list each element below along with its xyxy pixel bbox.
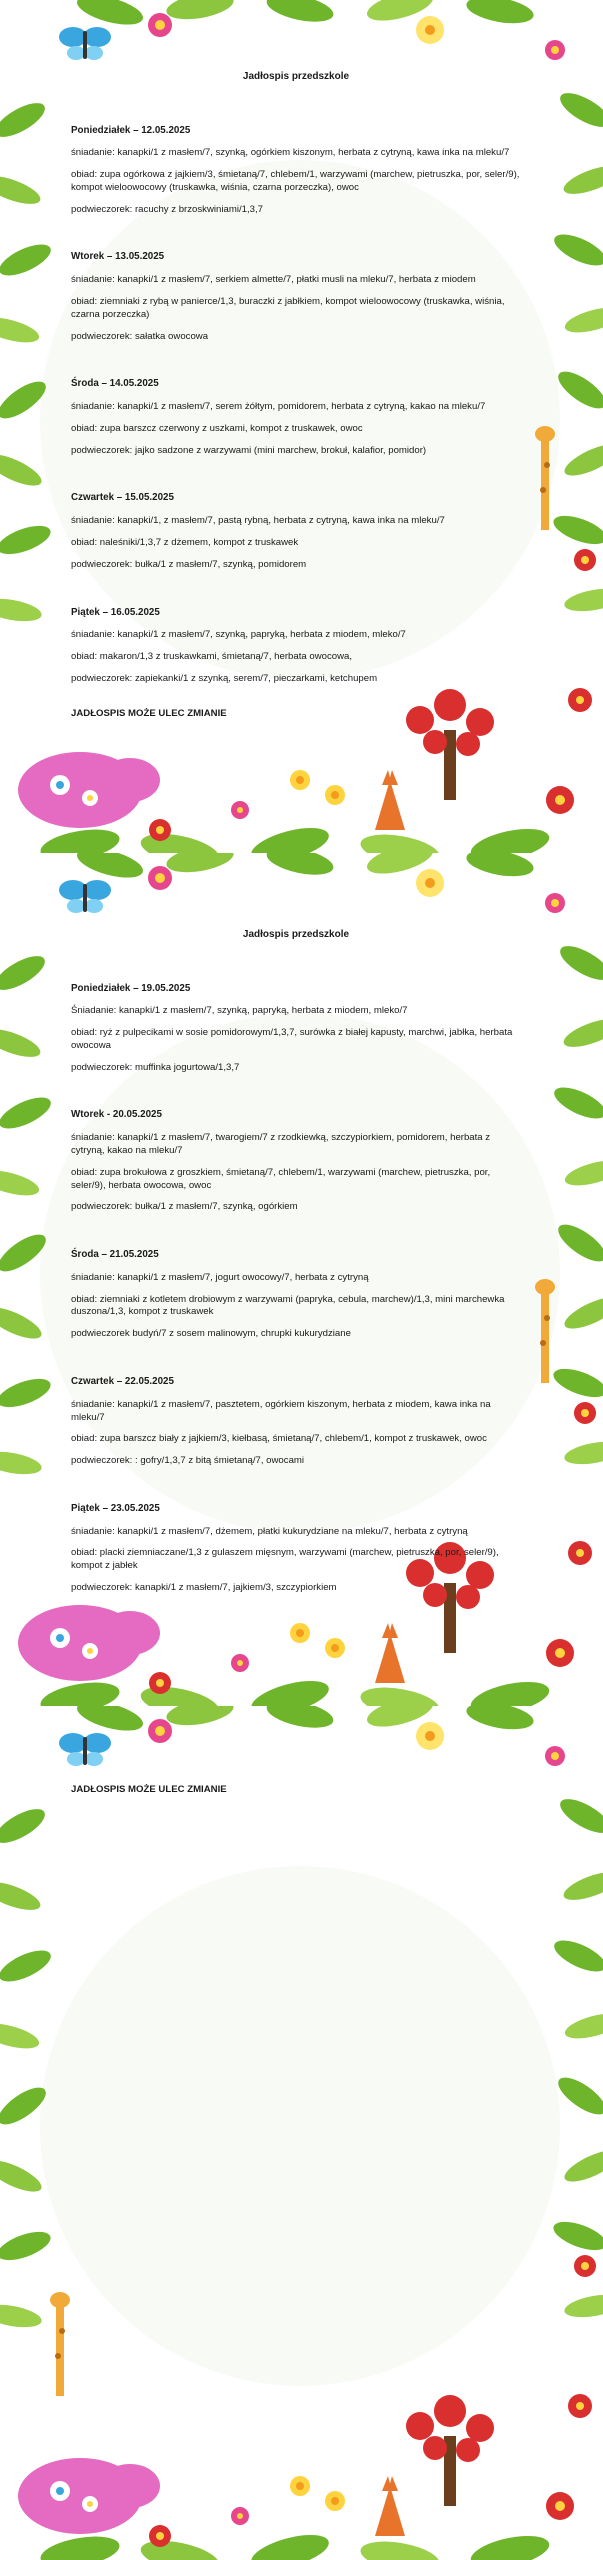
day-heading: Wtorek – 13.05.2025: [71, 251, 165, 263]
breakfast-text: śniadanie: kanapki/1 z masłem/7, szynką, papryką, herbata z miodem, mleko/7: [71, 628, 406, 640]
snack-text: podwieczorek: kanapki/1 z masłem/7, jajkiem/3, szczypiorkiem: [71, 1582, 337, 1594]
menu-change-notice: JADŁOSPIS MOŻE ULEC ZMIANIE: [71, 1784, 227, 1795]
lunch-text: obiad: ryż z pulpecikami w sosie pomidorowym/1,3,7, surówka z białej kapusty, marchwi, jabłka, herbata owocowa: [71, 1026, 513, 1051]
menu-page-2: [0, 853, 603, 1706]
menu-page-3: [0, 1706, 603, 2560]
day-heading: Wtorek - 20.05.2025: [71, 1109, 162, 1121]
breakfast-text: śniadanie: kanapki/1 z masłem/7, pasztetem, ogórkiem kiszonym, herbata z miodem, kawa inka na mleku/7: [71, 1398, 491, 1423]
menu-content: [71, 70, 521, 720]
day-block-tuesday: [71, 250, 521, 343]
lunch-text: obiad: ziemniaki z kotletem drobiowym z warzywami (papryka, cebula, marchew)/1,3, mini marchewka duszona/1,3, kompot z truskawek: [71, 1293, 505, 1318]
day-block-friday: [71, 606, 521, 686]
lunch-text: obiad: ziemniaki z rybą w panierce/1,3, buraczki z jabłkiem, kompot wieloowocowy (truskawka, wiśnia, czarna porzeczka): [71, 295, 505, 320]
breakfast-text: śniadanie: kanapki/1 z masłem/7, twarogiem/7 z rzodkiewką, szczypiorkiem, pomidorem, herbata z cytryną, kakao na mleku/7: [71, 1131, 491, 1156]
day-block-monday: [71, 124, 521, 217]
menu-content: [71, 1784, 521, 1797]
menu-page-1: [0, 0, 603, 853]
day-heading: Poniedziałek – 12.05.2025: [71, 124, 191, 136]
breakfast-text: śniadanie: kanapki/1, z masłem/7, pastą rybną, herbata z cytryną, kawa inka na mleku/7: [71, 514, 445, 526]
page-title: Jadłospis przedszkole: [242, 929, 350, 940]
snack-text: podwieczorek: sałatka owocowa: [71, 330, 209, 342]
lunch-text: obiad: zupa ogórkowa z jajkiem/3, śmietaną/7, chlebem/1, warzywami (marchew, pietruszka, por, seler/9), kompot wieloowocowy (truskawka, wiśnia, czarna porzeczka), owoc: [71, 168, 520, 193]
jungle-border-decoration: [0, 1706, 603, 2560]
snack-text: podwieczorek: jajko sadzone z warzywami (mini marchew, brokuł, kalafior, pomidor): [71, 444, 427, 456]
day-block-wednesday: [71, 1248, 521, 1341]
lunch-text: obiad: zupa barszcz czerwony z uszkami, kompot z truskawek, owoc: [71, 422, 363, 434]
day-heading: Czwartek – 15.05.2025: [71, 492, 174, 504]
day-heading: Środa – 14.05.2025: [71, 378, 159, 390]
day-block-wednesday: [71, 377, 521, 457]
lunch-text: obiad: makaron/1,3 z truskawkami, śmietaną/7, herbata owocowa,: [71, 650, 353, 662]
day-block-tuesday: [71, 1108, 521, 1214]
snack-text: podwieczorek: racuchy z brzoskwiniami/1,3,7: [71, 203, 263, 215]
day-heading: Czwartek – 22.05.2025: [71, 1376, 174, 1388]
breakfast-text: śniadanie: kanapki/1 z masłem/7, serem żółtym, pomidorem, herbata z cytryną, kakao na mleku/7: [71, 400, 486, 412]
snack-text: podwieczorek: : gofry/1,3,7 z bitą śmietaną/7, owocami: [71, 1455, 305, 1467]
lunch-text: obiad: zupa barszcz biały z jajkiem/3, kiełbasą, śmietaną/7, chlebem/1, kompot z truskawek, owoc: [71, 1433, 487, 1445]
breakfast-text: śniadanie: kanapki/1 z masłem/7, szynką, ogórkiem kiszonym, herbata z cytryną, kawa inka na mleku/7: [71, 146, 510, 158]
page-title: Jadłospis przedszkole: [242, 71, 350, 82]
snack-text: podwieczorek: muffinka jogurtowa/1,3,7: [71, 1061, 240, 1073]
snack-text: podwieczorek: bułka/1 z masłem/7, szynką, ogórkiem: [71, 1201, 298, 1213]
snack-text: podwieczorek: bułka/1 z masłem/7, szynką, pomidorem: [71, 558, 307, 570]
breakfast-text: śniadanie: kanapki/1 z masłem/7, jogurt owocowy/7, herbata z cytryną: [71, 1271, 369, 1283]
lunch-text: obiad: zupa brokułowa z groszkiem, śmietaną/7, chlebem/1, warzywami (marchew, pietruszka, por, seler/9), herbata owocowa, owoc: [71, 1166, 491, 1191]
lunch-text: obiad: placki ziemniaczane/1,3 z gulaszem mięsnym, warzywami (marchew, pietruszka, por, seler/9), kompot z jabłek: [71, 1547, 499, 1572]
day-block-friday: [71, 1502, 521, 1595]
day-block-monday: [71, 982, 521, 1075]
day-heading: Środa – 21.05.2025: [71, 1249, 159, 1261]
snack-text: podwieczorek: zapiekanki/1 z szynką, serem/7, pieczarkami, ketchupem: [71, 672, 378, 684]
lunch-text: obiad: naleśniki/1,3,7 z dżemem, kompot z truskawek: [71, 536, 299, 548]
menu-content: [71, 928, 521, 1629]
menu-change-notice: JADŁOSPIS MOŻE ULEC ZMIANIE: [71, 707, 227, 719]
day-block-thursday: [71, 491, 521, 571]
breakfast-text: śniadanie: kanapki/1 z masłem/7, dżemem, płatki kukurydziane na mleku/7, herbata z cytryną: [71, 1525, 468, 1537]
day-heading: Piątek – 16.05.2025: [71, 606, 160, 618]
day-heading: Poniedziałek – 19.05.2025: [71, 982, 191, 994]
day-heading: Piątek – 23.05.2025: [71, 1503, 160, 1515]
breakfast-text: śniadanie: kanapki/1 z masłem/7, serkiem almette/7, płatki musli na mleku/7, herbata z miodem: [71, 273, 476, 285]
snack-text: podwieczorek budyń/7 z sosem malinowym, chrupki kukurydziane: [71, 1328, 351, 1340]
breakfast-text: Śniadanie: kanapki/1 z masłem/7, szynką, papryką, herbata z miodem, mleko/7: [71, 1004, 408, 1016]
day-block-thursday: [71, 1375, 521, 1468]
